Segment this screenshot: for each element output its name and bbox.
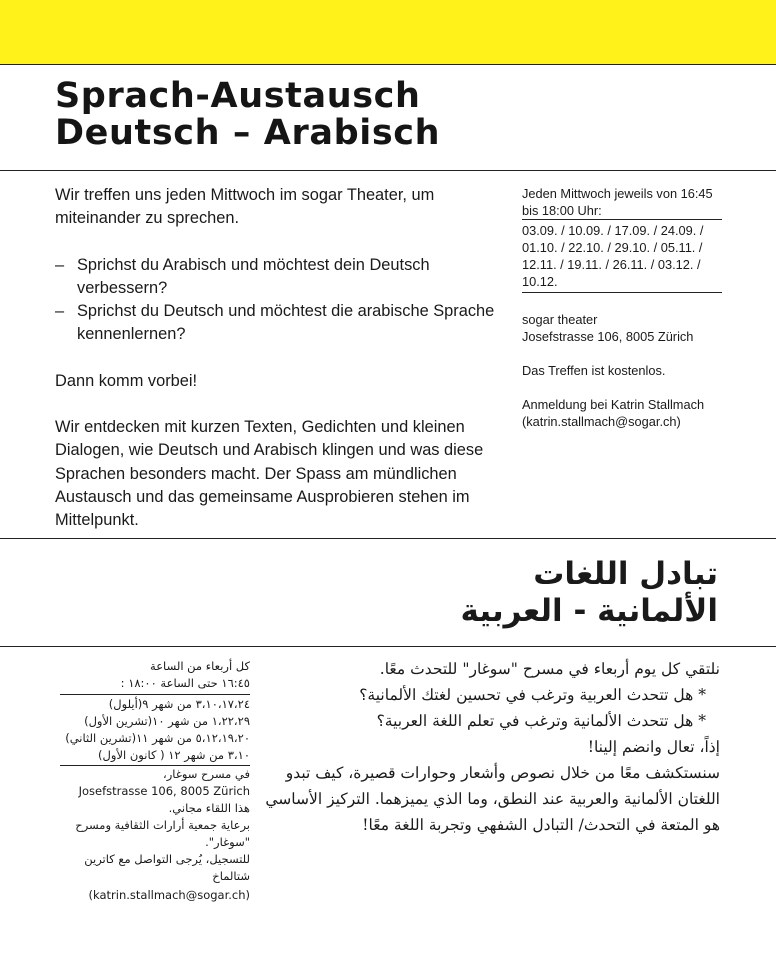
arabic-call: إذاً، تعال وانضم إلينا! <box>587 738 720 756</box>
arabic-venue: في مسرح سوغار، <box>163 767 250 781</box>
arabic-description: سنستكشف معًا من خلال نصوص وأشعار وحوارات قصيرة، كيف تبدو اللغتان الألمانية والعربية عند النطق، وما الذي يميزهما. التركيز الأساسي هو المتعة في التحدث/ التبادل الشفهي وتجربة اللغة معًا! <box>265 764 720 834</box>
venue-address: Josefstrasse 106, 8005 Zürich <box>522 329 694 344</box>
arabic-schedule: كل أربعاء من الساعة <box>150 659 250 673</box>
german-question-list <box>55 254 510 347</box>
arabic-info-sidebar <box>60 658 250 904</box>
divider <box>0 170 776 171</box>
arabic-date-line: ٣،١٠ من شهر ١٢ ( كانون الأول) <box>98 748 250 762</box>
german-title-line-2: Deutsch – Arabisch <box>55 113 441 153</box>
yellow-header-bar <box>0 0 776 64</box>
arabic-title-line-1: تبادل اللغات <box>533 556 718 592</box>
free-note: Das Treffen ist kostenlos. <box>522 363 666 378</box>
arabic-question: * هل تتحدث العربية وترغب في تحسين لغتك الألمانية؟ <box>359 686 706 704</box>
german-title <box>55 78 440 152</box>
arabic-question: * هل تتحدث الألمانية وترغب في تعلم اللغة العربية؟ <box>376 712 706 730</box>
arabic-title <box>461 556 718 630</box>
arabic-date-list <box>60 694 250 766</box>
arabic-free-note: هذا اللقاء مجاني. <box>168 801 250 815</box>
divider <box>0 646 776 647</box>
arabic-date-line: ٥،١٢،١٩،٢٠ من شهر ١١(تشرين الثاني) <box>65 731 250 745</box>
schedule-text: Jeden Mittwoch jeweils von 16:45 bis 18:00 Uhr: <box>522 186 713 218</box>
arabic-registration: للتسجيل، يُرجى التواصل مع كاترين شتالماخ <box>84 852 250 883</box>
german-call: Dann komm vorbei! <box>55 371 198 390</box>
venue-name: sogar theater <box>522 312 598 327</box>
date-list: 03.09. / 10.09. / 17.09. / 24.09. / 01.10. / 22.10. / 29.10. / 05.11. / 12.11. / 19.11. / 26.11. / 03.12. / 10.12. <box>522 219 722 293</box>
german-info-sidebar <box>522 185 722 430</box>
divider <box>0 64 776 65</box>
german-intro: Wir treffen uns jeden Mittwoch im sogar Theater, um miteinander zu sprechen. <box>55 186 435 228</box>
german-body <box>55 184 510 533</box>
arabic-schedule-time: ١٦:٤٥ حتى الساعة ١٨:٠٠ : <box>120 676 250 690</box>
divider <box>0 538 776 539</box>
german-question: – Sprichst du Deutsch und möchtest die arabische Sprache kennenlernen? <box>55 300 510 347</box>
arabic-sponsor: برعاية جمعية أرارات الثقافية ومسرح "سوغار". <box>75 818 250 849</box>
arabic-email: (katrin.stallmach@sogar.ch) <box>88 888 250 902</box>
arabic-intro: نلتقي كل يوم أربعاء في مسرح "سوغار" للتحدث معًا. <box>379 660 720 678</box>
arabic-address: Josefstrasse 106, 8005 Zürich <box>78 784 250 798</box>
german-title-line-1: Sprach-Austausch <box>55 76 421 116</box>
arabic-date-line: ٣،١٠،١٧،٢٤ من شهر ٩(أيلول) <box>108 697 250 711</box>
registration-note: Anmeldung bei Katrin Stallmach (katrin.stallmach@sogar.ch) <box>522 397 705 429</box>
german-question: – Sprichst du Arabisch und möchtest dein Deutsch verbessern? <box>55 254 510 301</box>
german-description: Wir entdecken mit kurzen Texten, Gedichten und kleinen Dialogen, wie Deutsch und Arabisch klingen und was diese Sprachen besonders macht. Der Spass am mündlichen Austausch und das gemeinsame Ausprobieren stehen im Mittelpunkt. <box>55 418 484 530</box>
arabic-date-line: ١،٢٢،٢٩ من شهر ١٠(تشرين الأول) <box>84 714 250 728</box>
arabic-title-line-2: الألمانية - العربية <box>460 593 718 629</box>
arabic-body <box>262 656 720 838</box>
